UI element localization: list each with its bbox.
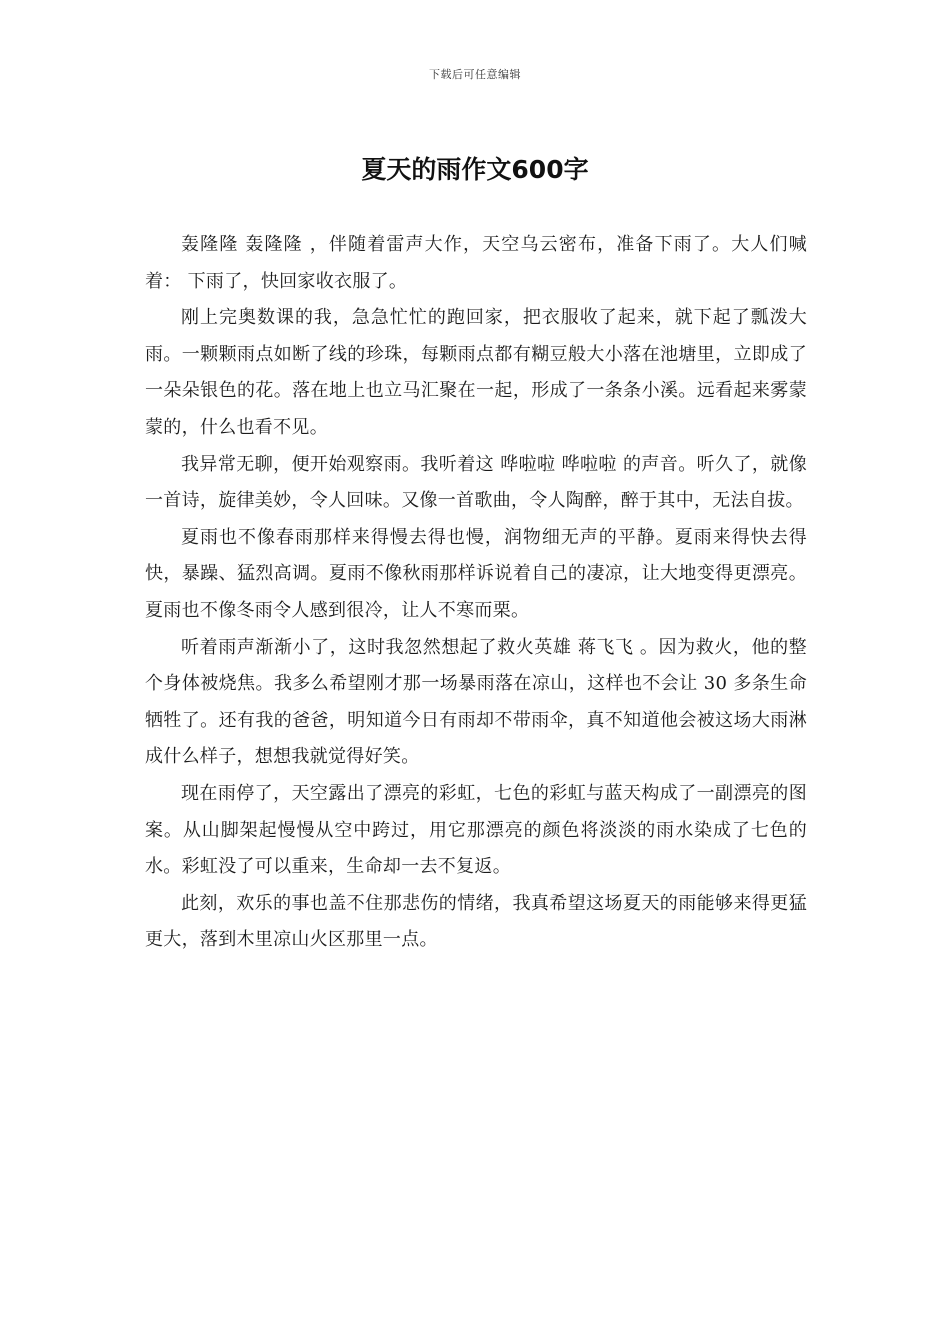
paragraph: 轰隆隆 轰隆隆 ，伴随着雷声大作，天空乌云密布，准备下雨了。大人们喊着： 下雨了，快回家收衣服了。 xyxy=(145,234,807,292)
paragraph: 此刻，欢乐的事也盖不住那悲伤的情绪，我真希望这场夏天的雨能够来得更猛更大，落到木里凉山火区那里一点。 xyxy=(145,892,807,951)
paragraph: 听着雨声渐渐小了，这时我忽然想起了救火英雄 蒋飞飞 。因为救火，他的整个身体被烧焦。我多么希望刚才那一场暴雨落在凉山，这样也不会让 30 多条生命牺牲了。还有我的爸爸，明知道今日有雨却不带雨伞，真不知道他会被这场大雨淋成什么样子，想想我就觉得好笑。 xyxy=(145,636,807,768)
document-body xyxy=(145,227,807,959)
paragraph: 夏雨也不像春雨那样来得慢去得也慢，润物细无声的平静。夏雨来得快去得快，暴躁、猛烈高调。夏雨不像秋雨那样诉说着自己的凄凉，让大地变得更漂亮。夏雨也不像冬雨令人感到很冷，让人不寒而栗。 xyxy=(145,526,807,621)
document-title: 夏天的雨作文600字 xyxy=(361,155,589,184)
paragraph: 刚上完奥数课的我，急急忙忙的跑回家，把衣服收了起来，就下起了瓢泼大雨。一颗颗雨点如断了线的珍珠，每颗雨点都有糊豆般大小落在池塘里，立即成了一朵朵银色的花。落在地上也立马汇聚在一起，形成了一条条小溪。远看起来雾蒙蒙的，什么也看不见。 xyxy=(145,307,807,438)
paragraph: 我异常无聊，便开始观察雨。我听着这 哗啦啦 哗啦啦 的声音。听久了，就像一首诗，旋律美妙，令人回味。又像一首歌曲，令人陶醉，醉于其中，无法自拔。 xyxy=(145,453,807,512)
header-note: 下载后可任意编辑 xyxy=(429,68,521,81)
paragraph: 现在雨停了，天空露出了漂亮的彩虹，七色的彩虹与蓝天构成了一副漂亮的图案。从山脚架起慢慢从空中跨过，用它那漂亮的颜色将淡淡的雨水染成了七色的水。彩虹没了可以重来，生命却一去不复返。 xyxy=(145,782,807,878)
